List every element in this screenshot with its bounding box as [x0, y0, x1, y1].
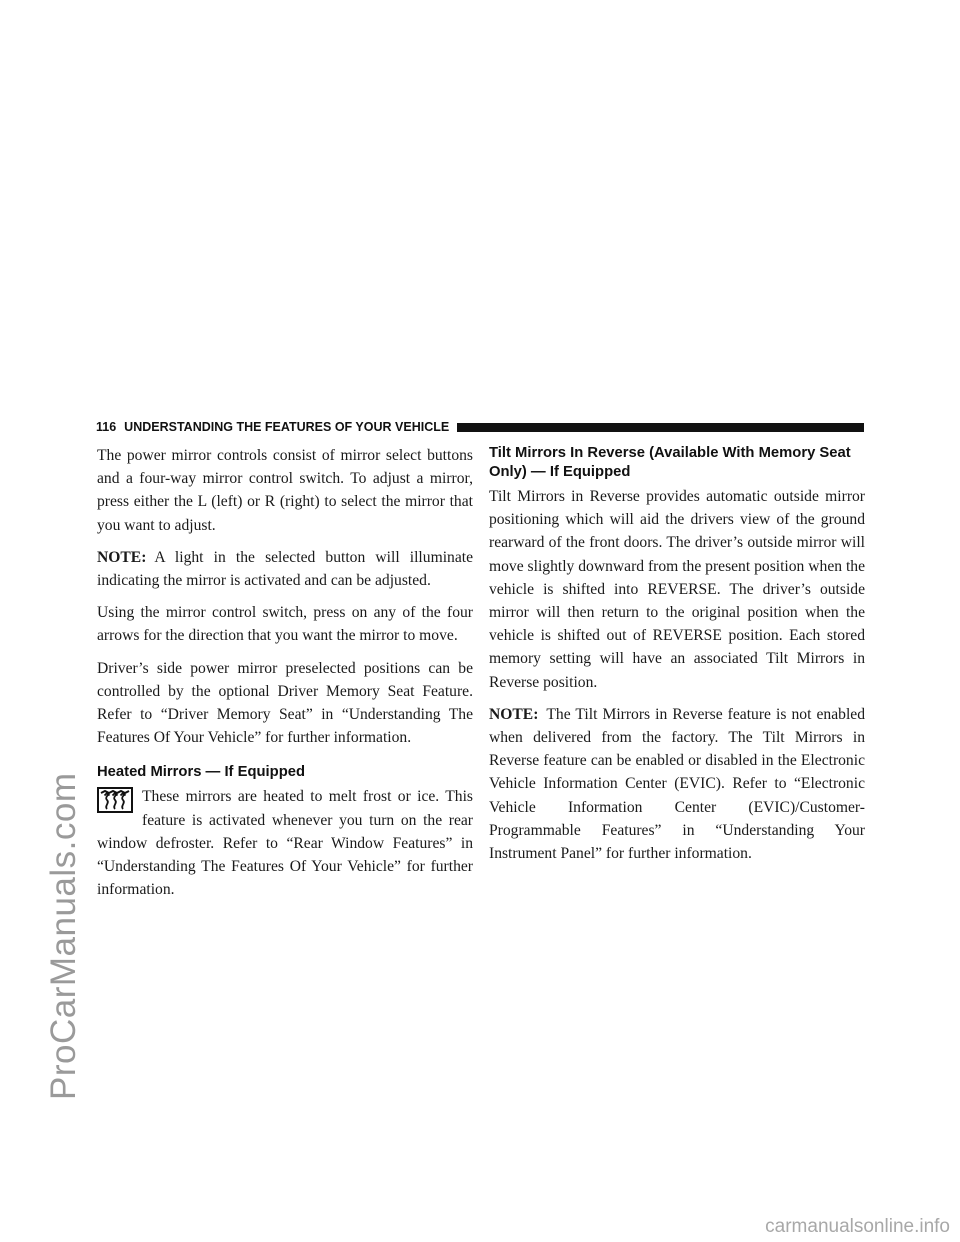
tilt-mirrors-heading: Tilt Mirrors In Reverse (Available With Memory Seat Only) — If Equipped: [489, 445, 851, 480]
section-title: UNDERSTANDING THE FEATURES OF YOUR VEHICLE: [124, 420, 450, 434]
heated-mirrors-heading: Heated Mirrors — If Equipped: [97, 764, 306, 781]
tilt-mirrors-paragraph: Tilt Mirrors in Reverse provides automatic outside mirror positioning which will aid the drivers view of the ground rearward of the front doors. The driver’s outside mirror will move slightly downward from the present position when the vehicle is shifted into REVERSE. The driver’s outside mirror will then return to the original position when the vehicle is shifted out of REVERSE position. Each stored memory setting will have an associated Tilt Mirrors in Reverse position.: [489, 488, 865, 691]
carmanualsonline-watermark: carmanualsonline.info: [765, 1216, 950, 1237]
note-label: NOTE:: [97, 548, 147, 566]
page-header: [96, 418, 864, 436]
note-illuminate: [97, 546, 473, 592]
note-text: The Tilt Mirrors in Reverse feature is not enabled when delivered from the factory. The Tilt Mirrors in Reverse feature can be enabled or disabled in the Electronic Vehicle Information Center (EVIC). Refer to “Electronic Vehicle Information Center (EVIC)/Customer-Programmable Features” in “Understanding Your Instrument Panel” for further information.: [489, 705, 865, 863]
page-number: 116: [96, 420, 117, 434]
heated-mirrors-paragraph: [97, 785, 473, 901]
mirror-controls-paragraph: The power mirror controls consist of mirror select buttons and a four-way mirror control switch. To adjust a mirror, press either the L (left) or R (right) to select the mirror that you want to adjust.: [97, 447, 473, 534]
right-column: [489, 444, 865, 874]
control-switch-paragraph: Using the mirror control switch, press on any of the four arrows for the direction that you want the mirror to move.: [97, 604, 473, 645]
header-rule: [457, 423, 864, 432]
left-column: [97, 444, 473, 910]
heated-mirrors-text: These mirrors are heated to melt frost or ice. This feature is activated whenever you turn on the rear window defroster. Refer to “Rear Window Features” in “Understanding The Features Of Your Vehicle” for further information.: [97, 788, 473, 899]
rear-defrost-icon: [97, 787, 133, 813]
note-text: A light in the selected button will illuminate indicating the mirror is activated and can be adjusted.: [97, 548, 473, 590]
note-tilt-not-enabled: [489, 703, 865, 865]
procarmanuals-watermark: ProCarManuals.com: [44, 772, 83, 1100]
note-label: NOTE:: [489, 705, 539, 723]
memory-seat-paragraph: Driver’s side power mirror preselected positions can be controlled by the optional Driver Memory Seat Feature. Refer to “Driver Memory Seat” in “Understanding The Features Of Your Vehicle” for further information.: [97, 659, 473, 747]
